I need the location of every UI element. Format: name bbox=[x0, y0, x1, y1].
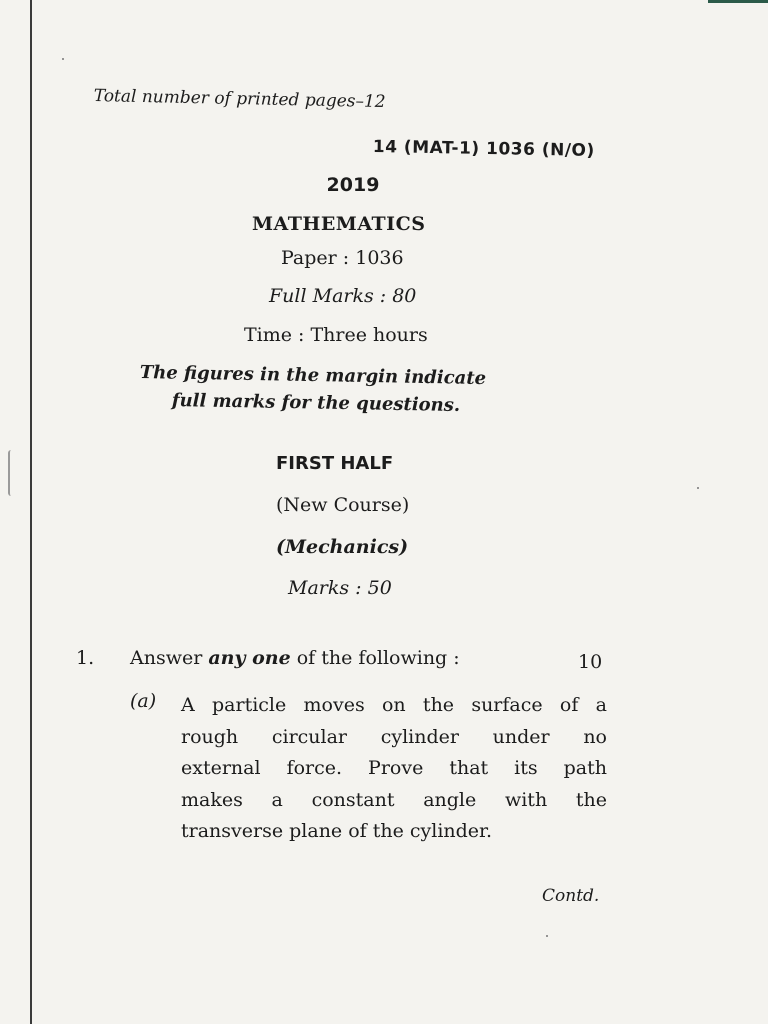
part-line: external force. Prove that its path bbox=[181, 757, 607, 779]
margin-notch bbox=[8, 450, 16, 496]
exam-year: 2019 bbox=[326, 174, 380, 196]
speck bbox=[546, 935, 548, 937]
question-marks: 10 bbox=[578, 651, 603, 673]
binding-line bbox=[30, 0, 32, 1024]
section-title: FIRST HALF bbox=[276, 453, 394, 474]
continued-note: Contd. bbox=[542, 886, 600, 906]
question-number: 1. bbox=[76, 647, 95, 669]
instruction-line-2: full marks for the questions. bbox=[171, 390, 461, 417]
section-marks: Marks : 50 bbox=[288, 577, 392, 599]
instruction-line-1: The figures in the margin indicate bbox=[139, 362, 487, 390]
subject-title: MATHEMATICS bbox=[252, 213, 426, 235]
question-instruction bbox=[130, 647, 460, 669]
part-label: (a) bbox=[130, 690, 157, 712]
printed-pages-note: Total number of printed pages–12 bbox=[93, 86, 386, 113]
paper-code: 14 (MAT-1) 1036 (N/O) bbox=[372, 137, 595, 161]
part-line: makes a constant angle with the bbox=[181, 788, 607, 811]
speck bbox=[62, 58, 64, 60]
speck bbox=[697, 487, 699, 489]
corner-mark bbox=[708, 0, 768, 3]
course-label: (New Course) bbox=[276, 494, 410, 516]
paper-number: Paper : 1036 bbox=[281, 247, 404, 269]
full-marks: Full Marks : 80 bbox=[269, 285, 417, 307]
question-prefix: Answer bbox=[130, 647, 209, 669]
part-text bbox=[181, 690, 607, 848]
time-allowed: Time : Three hours bbox=[244, 324, 428, 346]
part-line: rough circular cylinder under no bbox=[181, 725, 607, 748]
part-line: A particle moves on the surface of a bbox=[181, 694, 607, 716]
part-line: transverse plane of the cylinder. bbox=[181, 820, 493, 842]
question-emphasis: any one bbox=[208, 647, 291, 669]
question-suffix: of the following : bbox=[290, 647, 460, 669]
topic-label: (Mechanics) bbox=[276, 536, 409, 558]
